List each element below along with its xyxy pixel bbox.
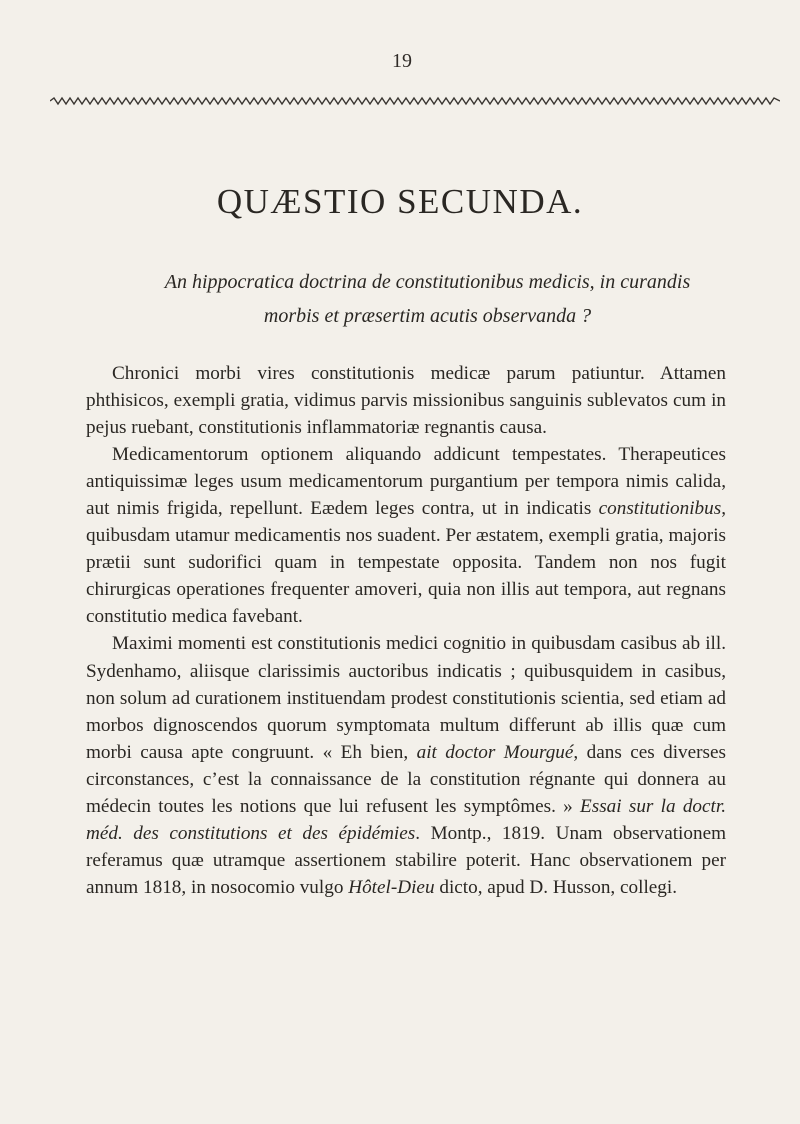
paragraph <box>86 360 726 441</box>
body-text <box>86 360 726 901</box>
italic-text: Hôtel-Dieu <box>348 876 435 898</box>
text-run: , dans ces diverses circonstances, c’est la connaissance de la constitution régnante qui donnera au médecin toutes les notions que lui refusent les symptômes. » <box>86 741 726 817</box>
italic-text: Essai sur la doctr. méd. des constitutions et des épidémies <box>86 795 726 844</box>
page-title: QUÆSTIO SECUNDA. <box>216 182 584 221</box>
paragraph <box>86 441 726 630</box>
italic-text: ait doctor Mourgué <box>416 741 574 763</box>
text-run: Medicamentorum optionem aliquando addicunt tempestates. Therapeutices antiquissimæ leges usum medicamentorum purgantium per tempora nimis calida, aut nimis frigida, repellunt. Eædem leges contra, ut in indicatis <box>86 444 726 520</box>
text-run: Chronici morbi vires constitutionis medicæ parum patiuntur. Attamen phthisicos, exempli gratia, vidimus parvis missionibus sanguinis sublevatos cum in pejus ruebant, constitutionis inflammatoriæ regnantis causa. <box>86 363 726 439</box>
subtitle: An hippocratica doctrina de constitutionibus medicis, in curandis morbis et præsertim acutis observanda ? <box>164 271 691 327</box>
text-run: . Montp., 1819. Unam observationem referamus quæ utramque assertionem stabilire poterit. Hanc observationem per annum 1818, in nosocomio vulgo <box>86 822 727 898</box>
decorative-rule <box>50 96 780 106</box>
paragraph <box>86 630 726 900</box>
text-run: , quibusdam utamur medicamentis nos suadent. Per æstatem, exempli gratia, majoris prætii sunt sudorifici quam in tempestate opposita. Tandem non nos fugit chirurgicas operationes frequenter amoveri, quia non illis aut tempora, aut regnans constitutio medica favebant. <box>86 498 726 628</box>
italic-text: constitutionibus <box>598 498 722 520</box>
text-run: Maximi momenti est constitutionis medici cognitio in quibusdam casibus ab ill. Sydenhamo, aliisque clarissimis auctoribus indicatis ; quibusquidem in casibus, non solum ad curationem instituendam prodest constitutionis scientia, sed etiam ad morbos dignoscendos quorum symptomata multum differunt ab illis quæ cum morbi causa apte congruunt. « Eh bien, <box>86 633 726 763</box>
text-run: dicto, apud D. Husson, collegi. <box>434 876 678 898</box>
page-number: 19 <box>392 50 412 72</box>
